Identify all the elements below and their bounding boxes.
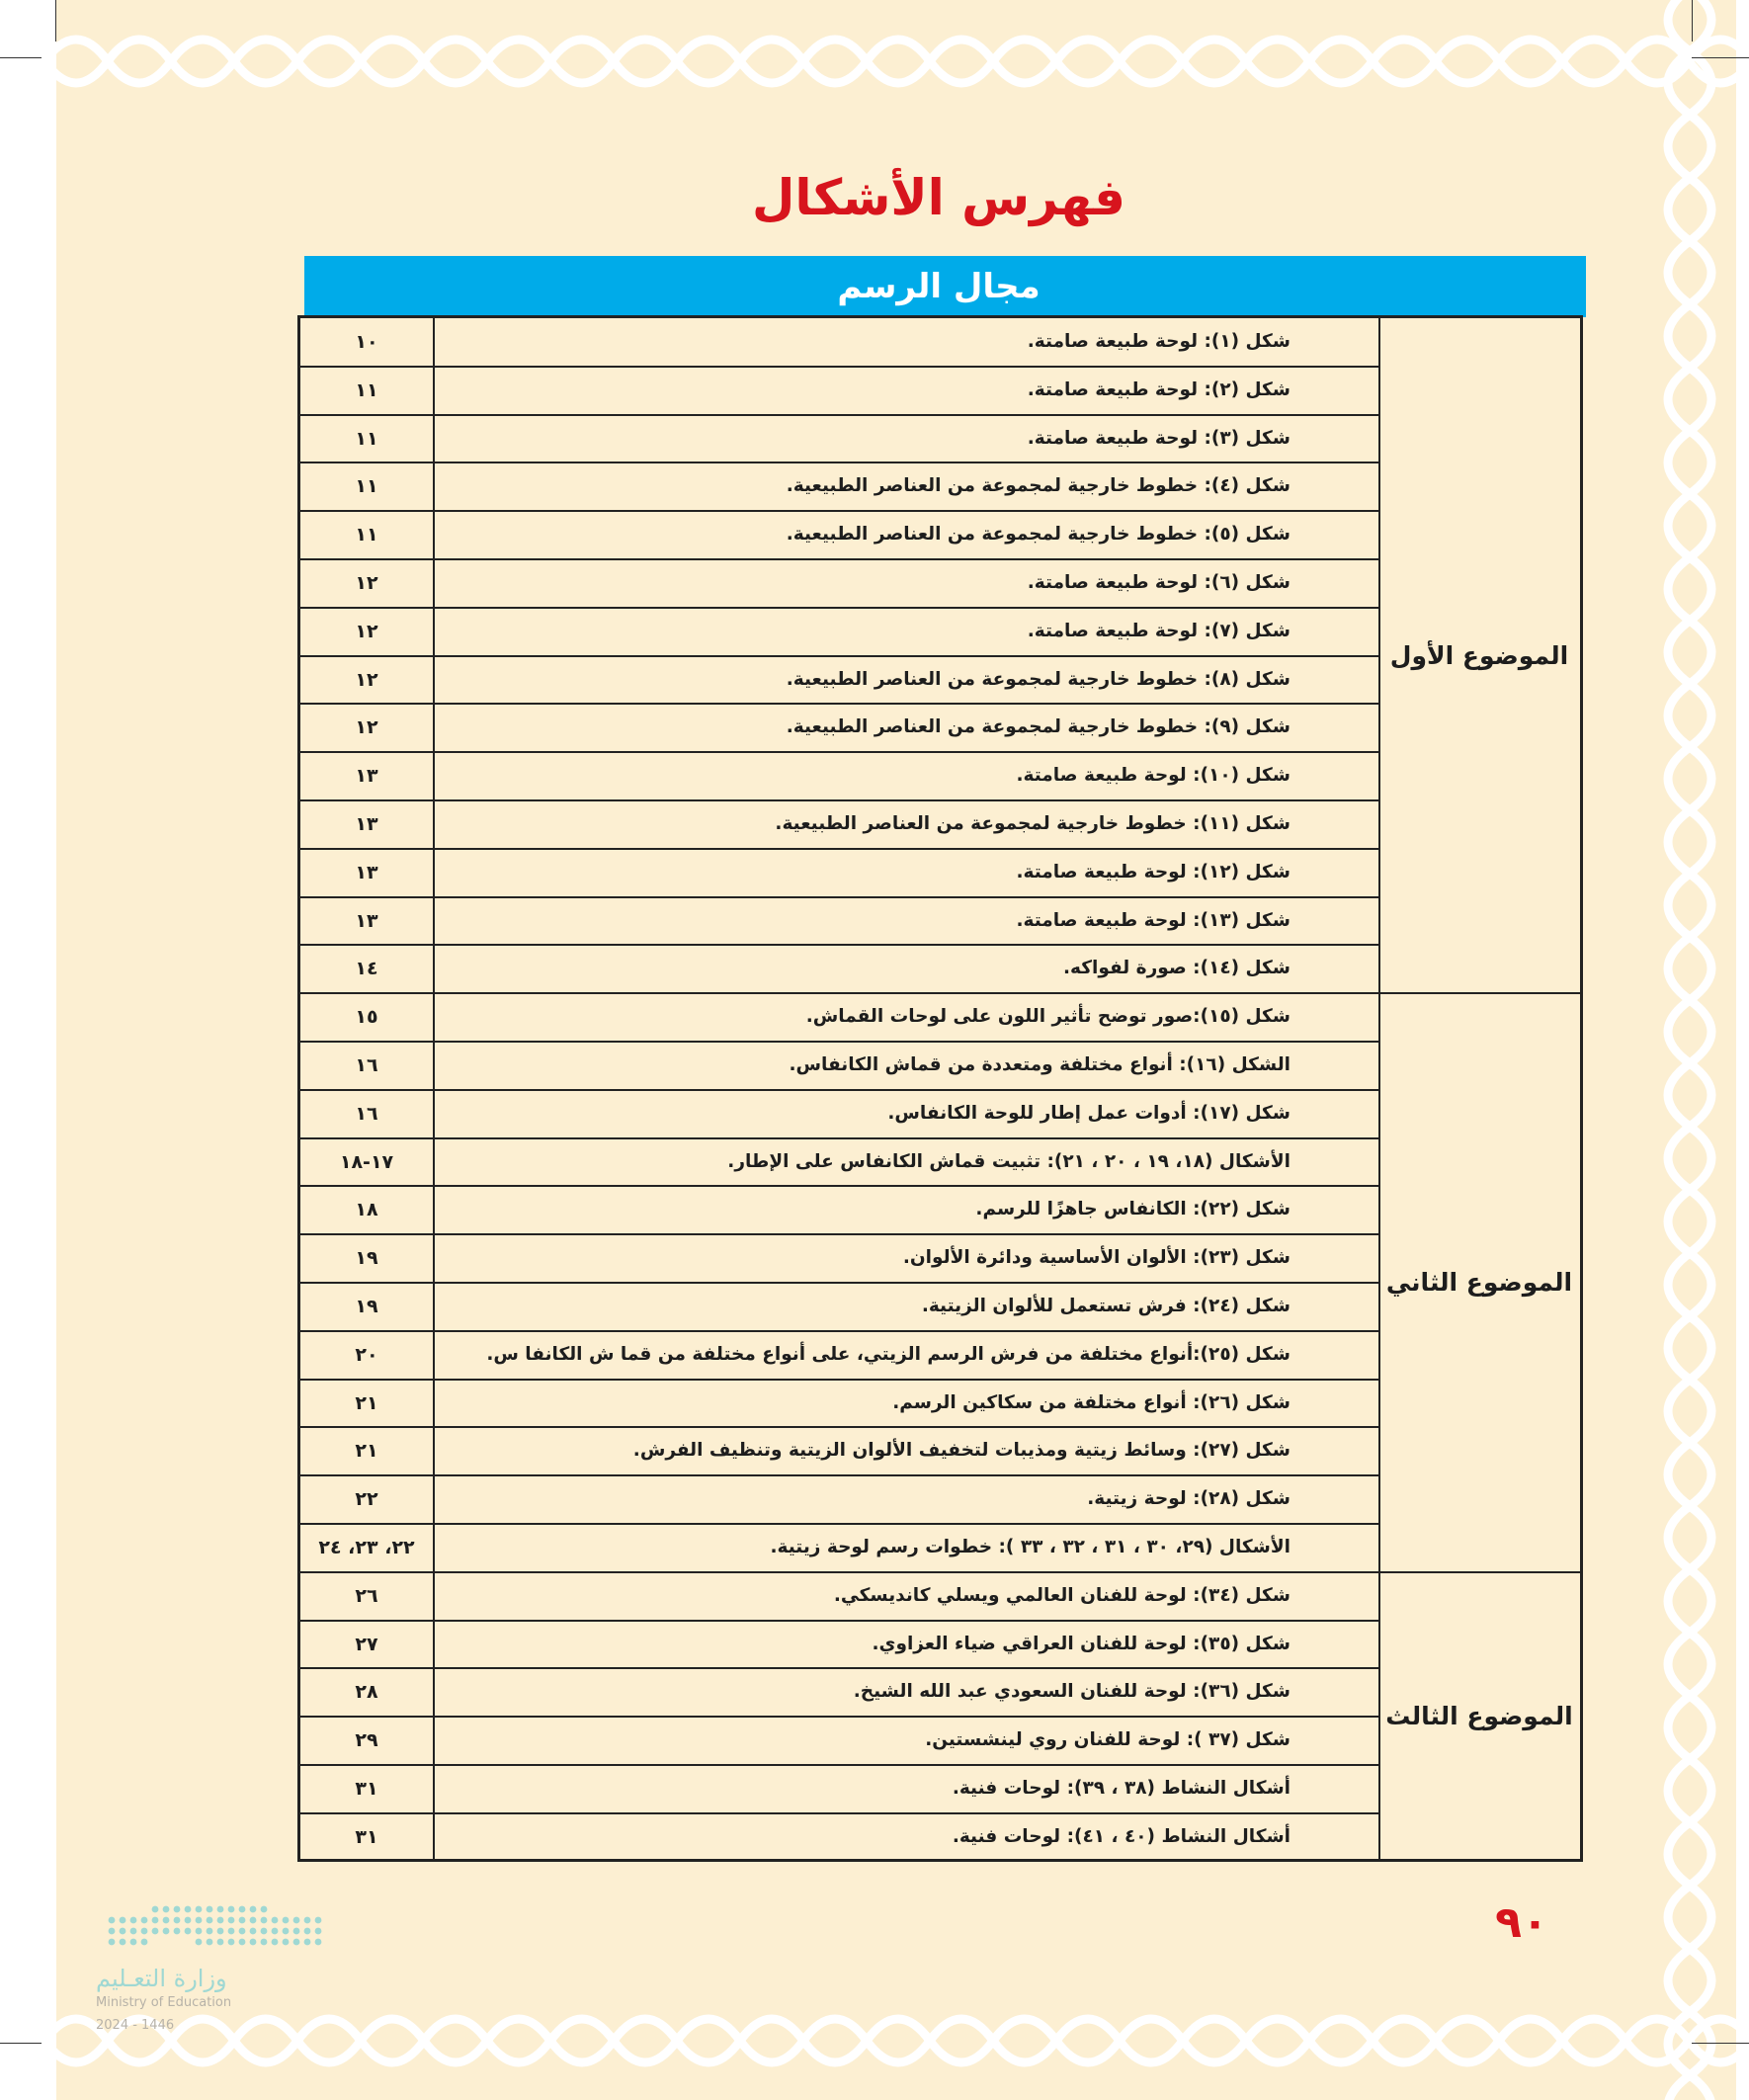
figure-caption: شكل (١٠): لوحة طبيعة صامتة. bbox=[1016, 765, 1291, 787]
logo-dot bbox=[152, 1928, 159, 1935]
logo-dot bbox=[185, 1917, 192, 1924]
figure-caption: شكل (٧): لوحة طبيعة صامتة. bbox=[1027, 620, 1291, 641]
logo-dot bbox=[250, 1906, 257, 1913]
figure-caption: شكل (٣٥): لوحة للفنان العراقي ضياء العزاوي. bbox=[872, 1633, 1291, 1654]
logo-dot bbox=[217, 1939, 224, 1946]
logo-dot bbox=[109, 1928, 116, 1935]
lattice-motif bbox=[1668, 1822, 1711, 1886]
crop-mark bbox=[1692, 2043, 1749, 2044]
logo-dot bbox=[207, 1939, 213, 1946]
lattice-motif bbox=[1668, 1380, 1711, 1443]
figure-caption: شكل (٢٤): فرش تستعمل للألوان الزيتية. bbox=[921, 1296, 1291, 1316]
lattice-motif bbox=[361, 40, 424, 83]
logo-dot bbox=[293, 1939, 300, 1946]
figure-page-number: ١٣ bbox=[355, 909, 378, 932]
logo-dot bbox=[141, 1939, 148, 1946]
logo-dot bbox=[217, 1928, 224, 1935]
figure-page-number: ١٩ bbox=[355, 1296, 378, 1317]
figure-page-number: ٣١ bbox=[355, 1825, 378, 1848]
figure-caption: شكل (٦): لوحة طبيعة صامتة. bbox=[1027, 572, 1291, 593]
figure-caption: شكل (١٥):صور توضح تأثير اللون على لوحات القماش. bbox=[805, 1006, 1291, 1028]
figure-caption: شكل (١٣): لوحة طبيعة صامتة. bbox=[1016, 909, 1291, 931]
figure-caption: شكل (٢٣): الألوان الأساسية ودائرة الألوان. bbox=[902, 1247, 1291, 1269]
logo-dot bbox=[130, 1939, 137, 1946]
logo-dot bbox=[141, 1917, 148, 1924]
topic-label: الموضوع الأول bbox=[1389, 640, 1569, 670]
logo-dot bbox=[315, 1939, 322, 1946]
lattice-motif bbox=[930, 40, 993, 83]
lattice-motif bbox=[1668, 241, 1711, 304]
figure-page-number: ١١ bbox=[355, 524, 378, 546]
figure-caption: شكل (٣): لوحة طبيعة صامتة. bbox=[1027, 427, 1291, 449]
logo-dot bbox=[250, 1917, 257, 1924]
logo-dot bbox=[174, 1928, 181, 1935]
lattice-motif bbox=[487, 40, 550, 83]
figure-caption: أشكال النشاط (٤٠ ، ٤١): لوحات فنية. bbox=[952, 1825, 1291, 1847]
lattice-motif bbox=[1668, 1506, 1711, 1569]
logo-dot bbox=[228, 1917, 235, 1924]
figure-page-number: ١١ bbox=[355, 378, 378, 401]
lattice-motif bbox=[1056, 40, 1120, 83]
lattice-motif bbox=[1373, 40, 1436, 83]
logo-dot bbox=[207, 1906, 213, 1913]
figure-caption: شكل (١٢): لوحة طبيعة صامتة. bbox=[1016, 861, 1291, 882]
figure-page-number: ١٠ bbox=[355, 331, 378, 353]
figure-page-number: ١٦ bbox=[355, 1102, 378, 1125]
logo-dot bbox=[283, 1917, 290, 1924]
figure-page-number: ٢٧ bbox=[355, 1633, 378, 1655]
logo-dot bbox=[261, 1917, 268, 1924]
figure-caption: شكل (٥): خطوط خارجية لمجموعة من العناصر الطبيعية. bbox=[786, 524, 1291, 546]
logo-dot bbox=[207, 1928, 213, 1935]
logo-dot bbox=[196, 1928, 203, 1935]
lattice-motif bbox=[424, 2019, 487, 2062]
lattice-motif bbox=[1373, 2019, 1436, 2062]
logo-dot bbox=[228, 1939, 235, 1946]
lattice-motif bbox=[614, 40, 677, 83]
figure-page-number: ١٧-١٨ bbox=[339, 1150, 394, 1173]
figure-page-number: ٣١ bbox=[355, 1778, 378, 1800]
crop-mark bbox=[1692, 57, 1749, 58]
lattice-motif bbox=[1562, 2019, 1625, 2062]
lattice-motif bbox=[1246, 2019, 1309, 2062]
lattice-motif bbox=[1668, 494, 1711, 557]
lattice-motif bbox=[424, 40, 487, 83]
figure-page-number: ١٣ bbox=[355, 861, 378, 883]
lattice-motif bbox=[56, 40, 108, 83]
figure-page-number: ٢١ bbox=[355, 1440, 378, 1463]
lattice-motif bbox=[930, 2019, 993, 2062]
lattice-motif bbox=[1668, 178, 1711, 241]
figure-caption: شكل (٨): خطوط خارجية لمجموعة من العناصر الطبيعية. bbox=[786, 668, 1291, 690]
lattice-motif bbox=[1668, 747, 1711, 810]
figure-page-number: ١٢ bbox=[355, 572, 378, 594]
figure-page-number: ١١ bbox=[355, 475, 378, 498]
figure-caption: شكل (٢): لوحة طبيعة صامتة. bbox=[1027, 378, 1291, 400]
page-number: ٩٠ bbox=[1495, 1897, 1548, 1948]
figure-caption: شكل (٤): خطوط خارجية لمجموعة من العناصر الطبيعية. bbox=[786, 475, 1291, 497]
logo-dot bbox=[315, 1928, 322, 1935]
lattice-motif bbox=[1668, 115, 1711, 178]
figure-page-number: ١٥ bbox=[355, 1006, 378, 1029]
page-title: فهرس الأشكال bbox=[751, 169, 1126, 226]
lattice-motif bbox=[1309, 2019, 1373, 2062]
crop-mark bbox=[0, 57, 42, 58]
logo-dot bbox=[304, 1928, 311, 1935]
logo-dot bbox=[109, 1939, 116, 1946]
crop-mark bbox=[55, 0, 56, 42]
lattice-motif bbox=[740, 2019, 803, 2062]
lattice-motif bbox=[1499, 40, 1562, 83]
lattice-motif bbox=[1120, 40, 1183, 83]
logo-dot bbox=[304, 1939, 311, 1946]
logo-dot bbox=[163, 1928, 170, 1935]
logo-dot bbox=[239, 1939, 246, 1946]
lattice-motif bbox=[1668, 621, 1711, 684]
figure-caption: شكل (٣٦): لوحة للفنان السعودي عبد الله الشيخ. bbox=[853, 1681, 1291, 1703]
logo-dot bbox=[120, 1939, 126, 1946]
figure-caption: شكل (٩): خطوط خارجية لمجموعة من العناصر الطبيعية. bbox=[786, 716, 1291, 738]
lattice-motif bbox=[740, 40, 803, 83]
decorative-border-top bbox=[56, 12, 1736, 121]
figure-page-number: ١٩ bbox=[355, 1247, 378, 1270]
lattice-motif bbox=[487, 2019, 550, 2062]
figure-page-number: ٢٦ bbox=[355, 1584, 378, 1607]
lattice-motif bbox=[1668, 0, 1711, 51]
lattice-motif bbox=[1625, 2019, 1689, 2062]
lattice-motif bbox=[1668, 684, 1711, 747]
lattice-motif bbox=[1668, 1063, 1711, 1127]
ministry-name-arabic: وزارة التعـليم bbox=[96, 1965, 227, 1992]
figure-page-number: ١٤ bbox=[355, 958, 378, 980]
lattice-motif bbox=[1668, 1633, 1711, 1696]
lattice-motif bbox=[677, 2019, 740, 2062]
figure-page-number: ٢٨ bbox=[355, 1681, 378, 1704]
lattice-motif bbox=[677, 40, 740, 83]
lattice-motif bbox=[1056, 2019, 1120, 2062]
edition-year: 2024 - 1446 bbox=[96, 2018, 175, 2033]
logo-dot bbox=[174, 1906, 181, 1913]
figure-page-number: ٢٩ bbox=[355, 1729, 378, 1752]
figure-page-number: ٢٠ bbox=[355, 1343, 378, 1366]
logo-dot bbox=[217, 1906, 224, 1913]
lattice-motif bbox=[1668, 1190, 1711, 1253]
logo-dot bbox=[196, 1917, 203, 1924]
logo-dot bbox=[315, 1917, 322, 1924]
lattice-motif bbox=[993, 40, 1056, 83]
lattice-motif bbox=[803, 2019, 867, 2062]
lattice-motif bbox=[867, 40, 930, 83]
figure-caption: الأشكال (١٨، ١٩ ، ٢٠ ، ٢١): تثبيت قماش الكانفاس على الإطار. bbox=[727, 1150, 1291, 1172]
lattice-motif bbox=[1562, 40, 1625, 83]
lattice-motif bbox=[1436, 40, 1499, 83]
logo-dot bbox=[272, 1928, 279, 1935]
figure-caption: شكل (١): لوحة طبيعة صامتة. bbox=[1027, 331, 1291, 352]
figure-caption: شكل (٣٧ ): لوحة للفنان روي لينشستين. bbox=[925, 1729, 1291, 1751]
lattice-motif bbox=[1668, 1127, 1711, 1190]
lattice-motif bbox=[1668, 810, 1711, 874]
logo-dot bbox=[163, 1906, 170, 1913]
crop-mark bbox=[1692, 0, 1693, 42]
lattice-motif bbox=[108, 40, 171, 83]
lattice-motif bbox=[1668, 304, 1711, 368]
logo-dot bbox=[109, 1917, 116, 1924]
logo-dot bbox=[196, 1906, 203, 1913]
logo-dot bbox=[174, 1917, 181, 1924]
logo-dot bbox=[120, 1917, 126, 1924]
logo-dot bbox=[239, 1906, 246, 1913]
lattice-motif bbox=[1668, 874, 1711, 937]
logo-dot bbox=[196, 1939, 203, 1946]
lattice-motif bbox=[234, 40, 297, 83]
logo-dot bbox=[283, 1928, 290, 1935]
decorative-border-right bbox=[1630, 0, 1749, 2100]
logo-dot bbox=[228, 1906, 235, 1913]
lattice-motif bbox=[1668, 937, 1711, 1000]
logo-dot bbox=[272, 1917, 279, 1924]
lattice-motif bbox=[297, 40, 361, 83]
logo-dot bbox=[130, 1917, 137, 1924]
lattice-motif bbox=[1120, 2019, 1183, 2062]
logo-dot bbox=[261, 1939, 268, 1946]
figure-caption: أشكال النشاط (٣٨ ، ٣٩): لوحات فنية. bbox=[952, 1778, 1291, 1799]
ministry-name-english: Ministry of Education bbox=[96, 1995, 232, 2010]
lattice-motif bbox=[1668, 1316, 1711, 1380]
figure-caption: الأشكال (٢٩، ٣٠ ، ٣١ ، ٣٢ ، ٣٣ ): خطوات رسم لوحة زيتية. bbox=[770, 1537, 1291, 1557]
figure-caption: شكل (١١): خطوط خارجية لمجموعة من العناصر الطبيعية. bbox=[775, 813, 1291, 834]
logo-dot bbox=[304, 1917, 311, 1924]
lattice-motif bbox=[171, 40, 234, 83]
logo-dot bbox=[293, 1928, 300, 1935]
figure-caption: شكل (٢٢): الكانفاس جاهزًا للرسم. bbox=[975, 1199, 1291, 1220]
figure-page-number: ١١ bbox=[355, 427, 378, 450]
logo-dot bbox=[141, 1928, 148, 1935]
logo-dot bbox=[185, 1906, 192, 1913]
logo-dot bbox=[228, 1928, 235, 1935]
lattice-motif bbox=[1668, 1759, 1711, 1822]
figure-caption: الشكل (١٦): أنواع مختلفة ومتعددة من قماش الكانفاس. bbox=[789, 1054, 1291, 1075]
lattice-motif bbox=[550, 40, 614, 83]
logo-dot bbox=[250, 1928, 257, 1935]
figure-caption: شكل (٢٧): وسائط زيتية ومذيبات لتخفيف الألوان الزيتية وتنظيف الفرش. bbox=[632, 1440, 1291, 1462]
figure-caption: شكل (٣٤): لوحة للفنان العالمي ويسلي كانديسكي. bbox=[833, 1584, 1291, 1606]
lattice-motif bbox=[1183, 40, 1246, 83]
logo-dot bbox=[120, 1928, 126, 1935]
lattice-motif bbox=[1668, 1886, 1711, 1949]
logo-dot bbox=[185, 1928, 192, 1935]
lattice-motif bbox=[1183, 2019, 1246, 2062]
figure-page-number: ٢١ bbox=[355, 1391, 378, 1414]
logo-dot bbox=[239, 1928, 246, 1935]
logo-dot bbox=[293, 1917, 300, 1924]
topic-label: الموضوع الثاني bbox=[1385, 1268, 1573, 1297]
logo-dot bbox=[163, 1917, 170, 1924]
logo-dot bbox=[207, 1917, 213, 1924]
lattice-motif bbox=[1668, 1569, 1711, 1633]
lattice-motif bbox=[1668, 1000, 1711, 1063]
lattice-motif bbox=[1689, 2019, 1736, 2062]
lattice-motif bbox=[1668, 51, 1711, 115]
crop-mark bbox=[0, 2043, 42, 2044]
logo-dot bbox=[261, 1928, 268, 1935]
figure-page-number: ١٦ bbox=[355, 1054, 378, 1076]
figure-page-number: ١٢ bbox=[355, 668, 378, 691]
logo-dot bbox=[272, 1939, 279, 1946]
figure-page-number: ١٢ bbox=[355, 716, 378, 739]
lattice-motif bbox=[993, 2019, 1056, 2062]
figure-caption: شكل (١٤): صورة لفواكه. bbox=[1063, 958, 1291, 979]
logo-dot bbox=[152, 1917, 159, 1924]
logo-dot bbox=[130, 1928, 137, 1935]
lattice-motif bbox=[550, 2019, 614, 2062]
lattice-motif bbox=[1668, 431, 1711, 494]
lattice-motif bbox=[1246, 40, 1309, 83]
topic-label: الموضوع الثالث bbox=[1385, 1702, 1573, 1731]
logo-dot bbox=[217, 1917, 224, 1924]
lattice-motif bbox=[1668, 368, 1711, 431]
lattice-motif bbox=[1436, 2019, 1499, 2062]
figure-caption: شكل (٢٦): أنواع مختلفة من سكاكين الرسم. bbox=[892, 1391, 1291, 1413]
lattice-motif bbox=[1668, 1696, 1711, 1759]
figure-caption: شكل (٢٥):أنواع مختلفة من فرش الرسم الزيتي، على أنواع مختلفة من قما ش الكانفا س. bbox=[486, 1343, 1291, 1365]
figure-page-number: ١٨ bbox=[355, 1199, 378, 1221]
logo-dot bbox=[283, 1939, 290, 1946]
figure-page-number: ٢٢ bbox=[355, 1488, 378, 1511]
figure-caption: شكل (١٧): أدوات عمل إطار للوحة الكانفاس. bbox=[887, 1102, 1291, 1124]
logo-dot bbox=[261, 1906, 268, 1913]
lattice-motif bbox=[1668, 1443, 1711, 1506]
lattice-motif bbox=[803, 40, 867, 83]
lattice-motif bbox=[867, 2019, 930, 2062]
lattice-motif bbox=[614, 2019, 677, 2062]
lattice-motif bbox=[1668, 557, 1711, 621]
section-title: مجال الرسم bbox=[837, 267, 1041, 306]
lattice-motif bbox=[1668, 1253, 1711, 1316]
lattice-motif bbox=[1499, 2019, 1562, 2062]
logo-dot bbox=[250, 1939, 257, 1946]
logo-dot bbox=[152, 1906, 159, 1913]
figure-page-number: ١٣ bbox=[355, 813, 378, 835]
logo-dot bbox=[239, 1917, 246, 1924]
figure-caption: شكل (٢٨): لوحة زيتية. bbox=[1087, 1488, 1291, 1510]
figure-page-number: ١٣ bbox=[355, 765, 378, 788]
lattice-motif bbox=[1309, 40, 1373, 83]
figure-page-number: ٢٢، ٢٣، ٢٤ bbox=[318, 1537, 415, 1558]
figure-page-number: ١٢ bbox=[355, 620, 378, 642]
lattice-motif bbox=[361, 2019, 424, 2062]
